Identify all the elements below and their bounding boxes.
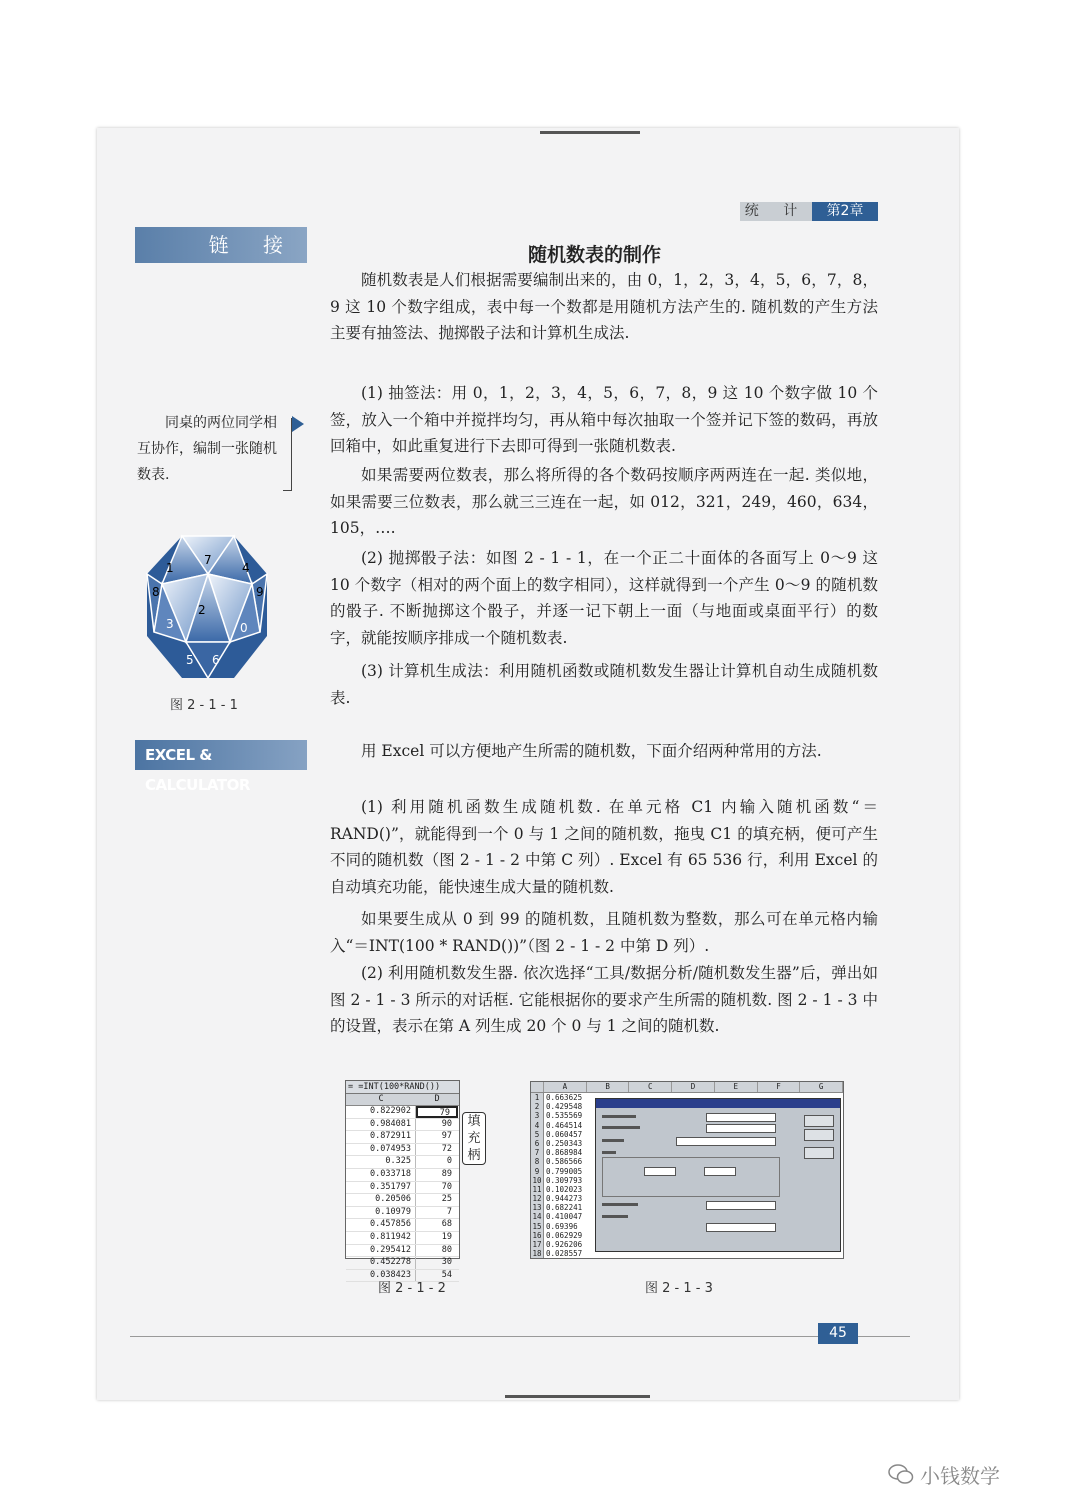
fig2-caption: 图 2 - 1 - 2 — [378, 1281, 446, 1296]
running-header — [740, 202, 878, 221]
face-num-9: 9 — [256, 585, 264, 599]
row-number[interactable]: 6 — [531, 1139, 544, 1148]
cell-d[interactable]: 70 — [441, 1181, 452, 1192]
face-num-1: 1 — [166, 561, 174, 575]
label-number-count — [602, 1126, 640, 1129]
cell-d[interactable]: 19 — [441, 1231, 452, 1242]
paragraph-excel-intro: 用 Excel 可以方便地产生所需的随机数，下面介绍两种常用的方法. — [361, 742, 822, 760]
top-edge-mark — [540, 131, 640, 134]
row-number[interactable]: 12 — [531, 1194, 544, 1203]
face-num-6: 6 — [212, 653, 220, 667]
face-num-0: 0 — [240, 621, 248, 635]
row-number[interactable]: 11 — [531, 1185, 544, 1194]
column-header-cell[interactable]: B — [587, 1082, 630, 1092]
link-tab: 链 接 — [135, 227, 307, 263]
fig3-caption: 图 2 - 1 - 3 — [645, 1281, 713, 1296]
column-header-cell[interactable]: C — [629, 1082, 672, 1092]
row-number[interactable]: 4 — [531, 1121, 544, 1130]
cell-c[interactable]: 0.452278 — [346, 1257, 416, 1269]
corner-cell — [531, 1082, 544, 1092]
paragraph-intro: 随机数表是人们根据需要编制出来的，由 0，1，2，3，4，5，6，7，8，9 这 10 个数字组成，表中每一个数都是用随机方法产生的. 随机数的产生方法主要有抽签法、抛掷骰子法和计算机生成法. — [330, 271, 878, 342]
label-variable-count — [602, 1115, 636, 1118]
face-num-7: 7 — [204, 553, 212, 567]
table-row — [346, 1144, 459, 1157]
cell-a[interactable]: 0.535569 — [546, 1111, 583, 1121]
cell-d[interactable]: 54 — [441, 1269, 452, 1280]
paragraph-int-formula: 如果要生成从 0 到 99 的随机数，且随机数为整数，那么可在单元格内输入“＝INT(100 * RAND())”（图 2 - 1 - 2 中第 D 列）. — [330, 910, 878, 955]
table-row — [346, 1156, 459, 1169]
side-note: 同桌的两位同学相互协作，编制一张随机数表. — [137, 415, 277, 483]
cell-c[interactable]: 0.872911 — [346, 1131, 416, 1143]
face-num-3: 3 — [166, 617, 174, 631]
row-number[interactable]: 15 — [531, 1222, 544, 1231]
cell-a[interactable]: 0.250343 — [546, 1138, 583, 1148]
face-num-2: 2 — [198, 603, 206, 617]
table-row — [346, 1131, 459, 1144]
cell-c[interactable]: 0.033718 — [346, 1169, 416, 1181]
ok-button[interactable] — [804, 1115, 834, 1127]
row-number[interactable]: 5 — [531, 1130, 544, 1139]
cell-c[interactable]: 0.984081 — [346, 1119, 416, 1131]
column-header-cell[interactable]: F — [758, 1082, 801, 1092]
column-header-cell[interactable]: D — [672, 1082, 715, 1092]
cell-d[interactable]: 68 — [441, 1219, 452, 1230]
row-number[interactable]: 9 — [531, 1167, 544, 1176]
cell-c[interactable]: 0.325 — [346, 1156, 416, 1168]
cell-d[interactable]: 72 — [441, 1143, 452, 1154]
cell-c[interactable]: 0.822902 — [346, 1106, 416, 1118]
cell-a[interactable]: 0.944273 — [546, 1194, 583, 1204]
output-range-field[interactable] — [706, 1223, 776, 1232]
cell-a[interactable]: 0.682241 — [546, 1203, 583, 1213]
fig2-spreadsheet — [345, 1080, 460, 1280]
table-row — [346, 1257, 459, 1270]
paragraph-computer: (3) 计算机生成法：利用随机函数或随机数发生器让计算机自动生成随机数表. — [330, 662, 878, 707]
table-row — [346, 1106, 459, 1119]
cell-d[interactable]: 25 — [441, 1194, 452, 1205]
face-num-4: 4 — [242, 561, 250, 575]
cell-a[interactable]: 0.429548 — [546, 1102, 583, 1112]
column-d-header: D — [434, 1094, 440, 1104]
chapter-label: 第2章 — [812, 202, 878, 221]
cell-d[interactable]: 80 — [441, 1244, 452, 1255]
row-number[interactable]: 18 — [531, 1249, 544, 1258]
cell-d[interactable]: 89 — [441, 1168, 452, 1179]
random-seed-field[interactable] — [706, 1201, 776, 1210]
cell-d[interactable]: 7 — [446, 1206, 452, 1217]
column-header-cell[interactable]: E — [715, 1082, 758, 1092]
wechat-icon — [888, 1463, 914, 1485]
icosahedron-figure — [142, 532, 272, 682]
fig3-column-header — [531, 1082, 843, 1093]
cell-c[interactable]: 0.074953 — [346, 1144, 416, 1156]
row-number[interactable]: 7 — [531, 1148, 544, 1157]
variable-count-field[interactable] — [706, 1113, 776, 1122]
section-label: 统 计 — [740, 202, 812, 221]
table-row — [346, 1169, 459, 1182]
label-output-options — [602, 1215, 628, 1218]
cell-a[interactable]: 0.799005 — [546, 1166, 583, 1176]
paragraph-lottery: (1) 抽签法：用 0，1，2，3，4，5，6，7，8，9 这 10 个数字做 10 个签，放入一个箱中并搅拌均匀，再从箱中每次抽取一个签并记下签的数码，再放回箱中，如此重复进行下去即可得到一张随机数表. — [330, 384, 878, 455]
row-number[interactable]: 13 — [531, 1203, 544, 1212]
table-row — [346, 1207, 459, 1220]
row-number[interactable]: 3 — [531, 1111, 544, 1120]
cell-a[interactable]: 0.309793 — [546, 1175, 583, 1185]
row-number[interactable]: 1 — [531, 1093, 544, 1102]
row-number[interactable]: 16 — [531, 1231, 544, 1240]
fig1-caption: 图 2 - 1 - 1 — [170, 698, 238, 713]
note-bracket — [283, 418, 292, 491]
table-row — [346, 1232, 459, 1245]
cell-d[interactable]: 97 — [441, 1131, 452, 1142]
row-number[interactable]: 17 — [531, 1240, 544, 1249]
cell-a[interactable]: 0.060457 — [546, 1129, 583, 1139]
table-row — [346, 1219, 459, 1232]
table-row — [346, 1182, 459, 1195]
column-header-cell[interactable]: A — [544, 1082, 587, 1092]
excel-calculator-tab: EXCEL & CALCULATOR — [135, 740, 307, 770]
cell-c[interactable]: 0.457856 — [346, 1219, 416, 1231]
paragraph-two-digit: 如果需要两位数表，那么将所得的各个数码按顺序两两连在一起. 类似地，如果需要三位数表，那么就三三连在一起，如 012，321，249，460，634，105，…. — [330, 466, 878, 537]
parameters-group — [602, 1157, 780, 1197]
row-number[interactable]: 2 — [531, 1102, 544, 1111]
param-max-field[interactable] — [704, 1167, 736, 1176]
note-arrow-icon — [292, 416, 304, 432]
footer-rule — [130, 1336, 910, 1337]
watermark-text: 小钱数学 — [920, 1464, 1000, 1488]
paragraph-dice: (2) 抛掷骰子法：如图 2 - 1 - 1，在一个正二十面体的各面写上 0～9 这 10 个数字（相对的两个面上的数字相同），这样就得到一个产生 0～9 的随机数的骰子. 不断抛掷这个骰子，并逐一记下朝上一面（与地面或桌面平行）的数字，就能按顺序排成一个随机数表. — [330, 549, 878, 647]
cell-c[interactable]: 0.351797 — [346, 1182, 416, 1194]
cell-a[interactable]: 0.102023 — [546, 1184, 583, 1194]
distribution-select[interactable] — [676, 1137, 776, 1146]
cell-a[interactable]: 0.464514 — [546, 1120, 583, 1130]
cell-d[interactable]: 90 — [441, 1118, 452, 1129]
cell-a[interactable]: 0.410047 — [546, 1212, 583, 1222]
number-count-field[interactable] — [706, 1124, 776, 1133]
dialog-titlebar — [596, 1099, 840, 1108]
page-number: 45 — [818, 1323, 858, 1344]
cell-c[interactable]: 0.038423 — [346, 1270, 416, 1282]
column-header — [346, 1094, 459, 1106]
cell-a[interactable]: 0.586566 — [546, 1157, 583, 1167]
fig2-rows — [346, 1106, 459, 1282]
cell-a[interactable]: 0.868984 — [546, 1148, 583, 1158]
article-title: 随机数表的制作 — [528, 244, 662, 266]
row-number[interactable]: 14 — [531, 1212, 544, 1221]
fill-handle-label: 填充柄 — [462, 1112, 486, 1165]
cell-a[interactable]: 0.926206 — [546, 1240, 583, 1249]
cancel-button[interactable] — [804, 1129, 834, 1141]
help-button[interactable] — [804, 1147, 834, 1159]
cell-d[interactable]: 0 — [446, 1156, 452, 1167]
bottom-edge-mark — [505, 1395, 650, 1398]
cell-c[interactable]: 0.10979 — [346, 1207, 416, 1219]
table-row — [346, 1194, 459, 1207]
cell-c[interactable]: 0.20506 — [346, 1194, 416, 1206]
random-generator-dialog — [595, 1098, 841, 1252]
cell-c[interactable]: 0.295412 — [346, 1245, 416, 1257]
face-num-8: 8 — [152, 585, 160, 599]
cell-c[interactable]: 0.811942 — [346, 1232, 416, 1244]
row-number[interactable]: 8 — [531, 1157, 544, 1166]
paragraph-rand-function: (1) 利用随机函数生成随机数. 在单元格 C1 内输入随机函数“＝RAND()”，就能得到一个 0 与 1 之间的随机数，拖曳 C1 的填充柄，便可产生不同的随机数（图 2 - 1 - 2 中第 C 列）. Excel 有 65 536 行，利用 Excel 的自动填充功能，能快速生成大量的随机数. — [330, 798, 878, 896]
formula-bar: = =INT(100*RAND()) — [346, 1081, 459, 1094]
cell-d[interactable]: 79 — [416, 1106, 458, 1118]
label-random-seed — [602, 1203, 638, 1206]
table-row — [346, 1119, 459, 1132]
column-c-header: C — [378, 1094, 384, 1104]
label-distribution — [602, 1139, 624, 1142]
row-number[interactable]: 10 — [531, 1176, 544, 1185]
table-row — [346, 1245, 459, 1258]
label-parameters — [602, 1151, 616, 1154]
cell-a[interactable]: 0.062929 — [546, 1230, 583, 1240]
fig3-spreadsheet — [530, 1081, 844, 1259]
column-header-cell[interactable]: G — [800, 1082, 843, 1092]
cell-d[interactable]: 30 — [441, 1257, 452, 1268]
cell-a[interactable]: 0.028557 — [546, 1249, 583, 1259]
cell-a[interactable]: 0.663625 — [546, 1093, 583, 1102]
face-num-5: 5 — [186, 653, 194, 667]
paragraph-generator: (2) 利用随机数发生器. 依次选择“工具/数据分析/随机数发生器”后，弹出如图 2 - 1 - 3 所示的对话框. 它能根据你的要求产生所需的随机数. 图 2 - 1 - 3 中的设置，表示在第 A 列生成 20 个 0 与 1 之间的随机数. — [330, 964, 878, 1035]
param-min-field[interactable] — [644, 1167, 676, 1176]
cell-a[interactable]: 0.69396 — [546, 1221, 578, 1231]
